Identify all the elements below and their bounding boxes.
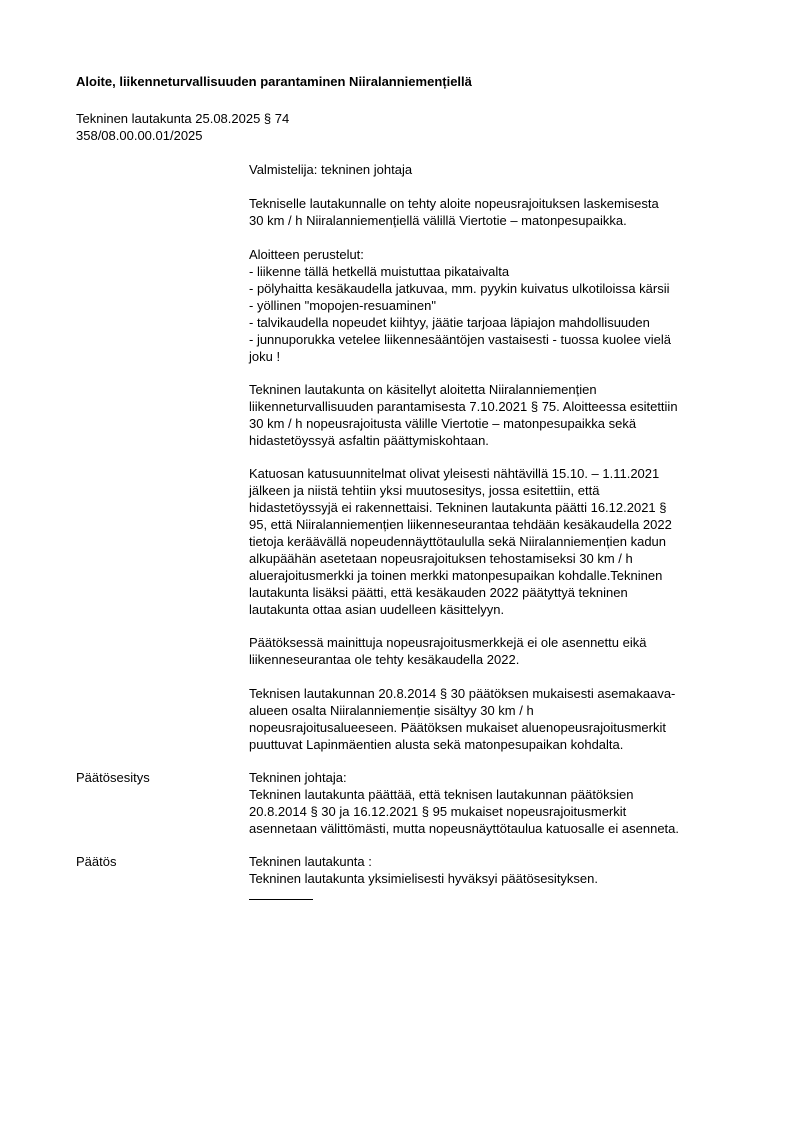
paragraph-line: alueen osalta Niiralanniemenție sisältyy 30 km / h <box>249 703 534 718</box>
paragraph-line: lautakunta ottaa asian uudelleen käsittelyyn. <box>249 602 505 617</box>
proposal-line: Tekninen lautakunta päättää, että teknisen lautakunnan päätöksien <box>249 787 634 802</box>
paragraph-line: Tekniselle lautakunnalle on tehty aloite nopeusrajoituksen laskemisesta <box>249 196 659 211</box>
paragraph-previous-handling <box>249 381 749 449</box>
list-item: - yöllinen "mopojen-resuaminen" <box>249 298 436 313</box>
paragraph-line: Katuosan katusuunnitelmat olivat yleisesti nähtävillä 15.10. – 1.11.2021 <box>249 466 660 481</box>
paragraph-line: nopeusrajoitusalueeseen. Päätöksen mukaiset aluenopeusrajoitusmerkit <box>249 720 666 735</box>
list-item: - talvikaudella nopeudet kiihtyy, jäätie tarjoaa läpiajon mahdollisuuden <box>249 315 650 330</box>
paragraph-line: 30 km / h nopeusrajoitusta välille Viertotie – matonpesupaikka sekä <box>249 416 637 431</box>
paragraph-line: alkupäähän asetetaan nopeusrajoituksen tehostamiseksi 30 km / h <box>249 551 633 566</box>
paragraph-line: Teknisen lautakunnan 20.8.2014 § 30 päätöksen mukaisesti asemakaava- <box>249 686 676 701</box>
paragraph-line: liikenneseurantaa ole tehty kesäkaudella 2022. <box>249 652 520 667</box>
proposal-label: Päätösesitys <box>76 770 150 785</box>
proposal-line: 20.8.2014 § 30 ja 16.12.2021 § 95 mukaiset nopeusrajoitusmerkit <box>249 804 627 819</box>
proposal-line: Tekninen johtaja: <box>249 770 347 785</box>
paragraph-line: 30 km / h Niiralanniemențiellä välillä Viertotie – matonpesupaikka. <box>249 213 627 228</box>
proposal-section <box>249 769 749 837</box>
paragraph-line: Päätöksessä mainittuja nopeusrajoitusmerkkejä ei ole asennettu eikä <box>249 635 647 650</box>
decision-line: Tekninen lautakunta : <box>249 854 372 869</box>
paragraph-line: hidastetöyssyä asfaltin päättymiskohtaan. <box>249 433 489 448</box>
paragraph-zoning-decision <box>249 685 749 753</box>
paragraph-justifications <box>249 246 749 365</box>
paragraph-street-plans <box>249 465 749 618</box>
paragraph-line: aluerajoitusmerkki ja toinen merkki matonpesupaikan kohdalle.Tekninen <box>249 568 663 583</box>
paragraph-line: hidastetöyssyjä ei rakennettaisi. Tekninen lautakunta päätti 16.12.2021 § <box>249 500 667 515</box>
paragraph-line: liikenneturvallisuuden parantamisesta 7.10.2021 § 75. Aloitteessa esitettiin <box>249 399 678 414</box>
list-item: - junnuporukka vetelee liikennesääntöjen vastaisesti - tuossa kuolee vielä <box>249 332 672 347</box>
paragraph-line: lautakunta lisäksi päätti, että kesäkauden 2022 päätyttyä tekninen <box>249 585 628 600</box>
meeting-line: Tekninen lautakunta 25.08.2025 § 74 <box>76 111 290 126</box>
paragraph-line: Tekninen lautakunta on käsitellyt aloitetta Niiralanniemențien <box>249 382 597 397</box>
decision-line: Tekninen lautakunta yksimielisesti hyväksyi päätösesityksen. <box>249 871 599 886</box>
decision-label: Päätös <box>76 854 117 869</box>
preparer-text: Valmistelija: tekninen johtaja <box>249 162 413 177</box>
record-number: 358/08.00.00.01/2025 <box>76 128 203 143</box>
paragraph-line: Aloitteen perustelut: <box>249 247 364 262</box>
paragraph-signs-not-installed <box>249 634 749 668</box>
preparer-line <box>249 161 749 178</box>
decision-section <box>249 853 749 887</box>
paragraph-line: tietoja keräävällä nopeudennäyttötaululla sekä Niiralanniemențien kadun <box>249 534 667 549</box>
paragraph-line: 95, että Niiralanniemențien liikenneseurantaa tehdään kesäkaudella 2022 <box>249 517 672 532</box>
document-title: Aloite, liikenneturvallisuuden parantaminen Niiralanniemențiellä <box>76 74 472 89</box>
paragraph-initiative <box>249 195 749 229</box>
signoff-divider <box>249 899 313 900</box>
paragraph-line: jälkeen ja niistä tehtiin yksi muutosesitys, jossa esitettiin, että <box>249 483 600 498</box>
proposal-line: asennetaan välittömästi, mutta nopeusnäyttötaulua katuosalle ei asenneta. <box>249 821 680 836</box>
list-item: - liikenne tällä hetkellä muistuttaa pikataivalta <box>249 264 510 279</box>
list-item: - pölyhaitta kesäkaudella jatkuvaa, mm. pyykin kuivatus ulkotiloissa kärsii <box>249 281 670 296</box>
paragraph-line: puuttuvat Lapinmäentien alusta sekä matonpesupaikan kohdalta. <box>249 737 624 752</box>
list-item: joku ! <box>249 349 281 364</box>
